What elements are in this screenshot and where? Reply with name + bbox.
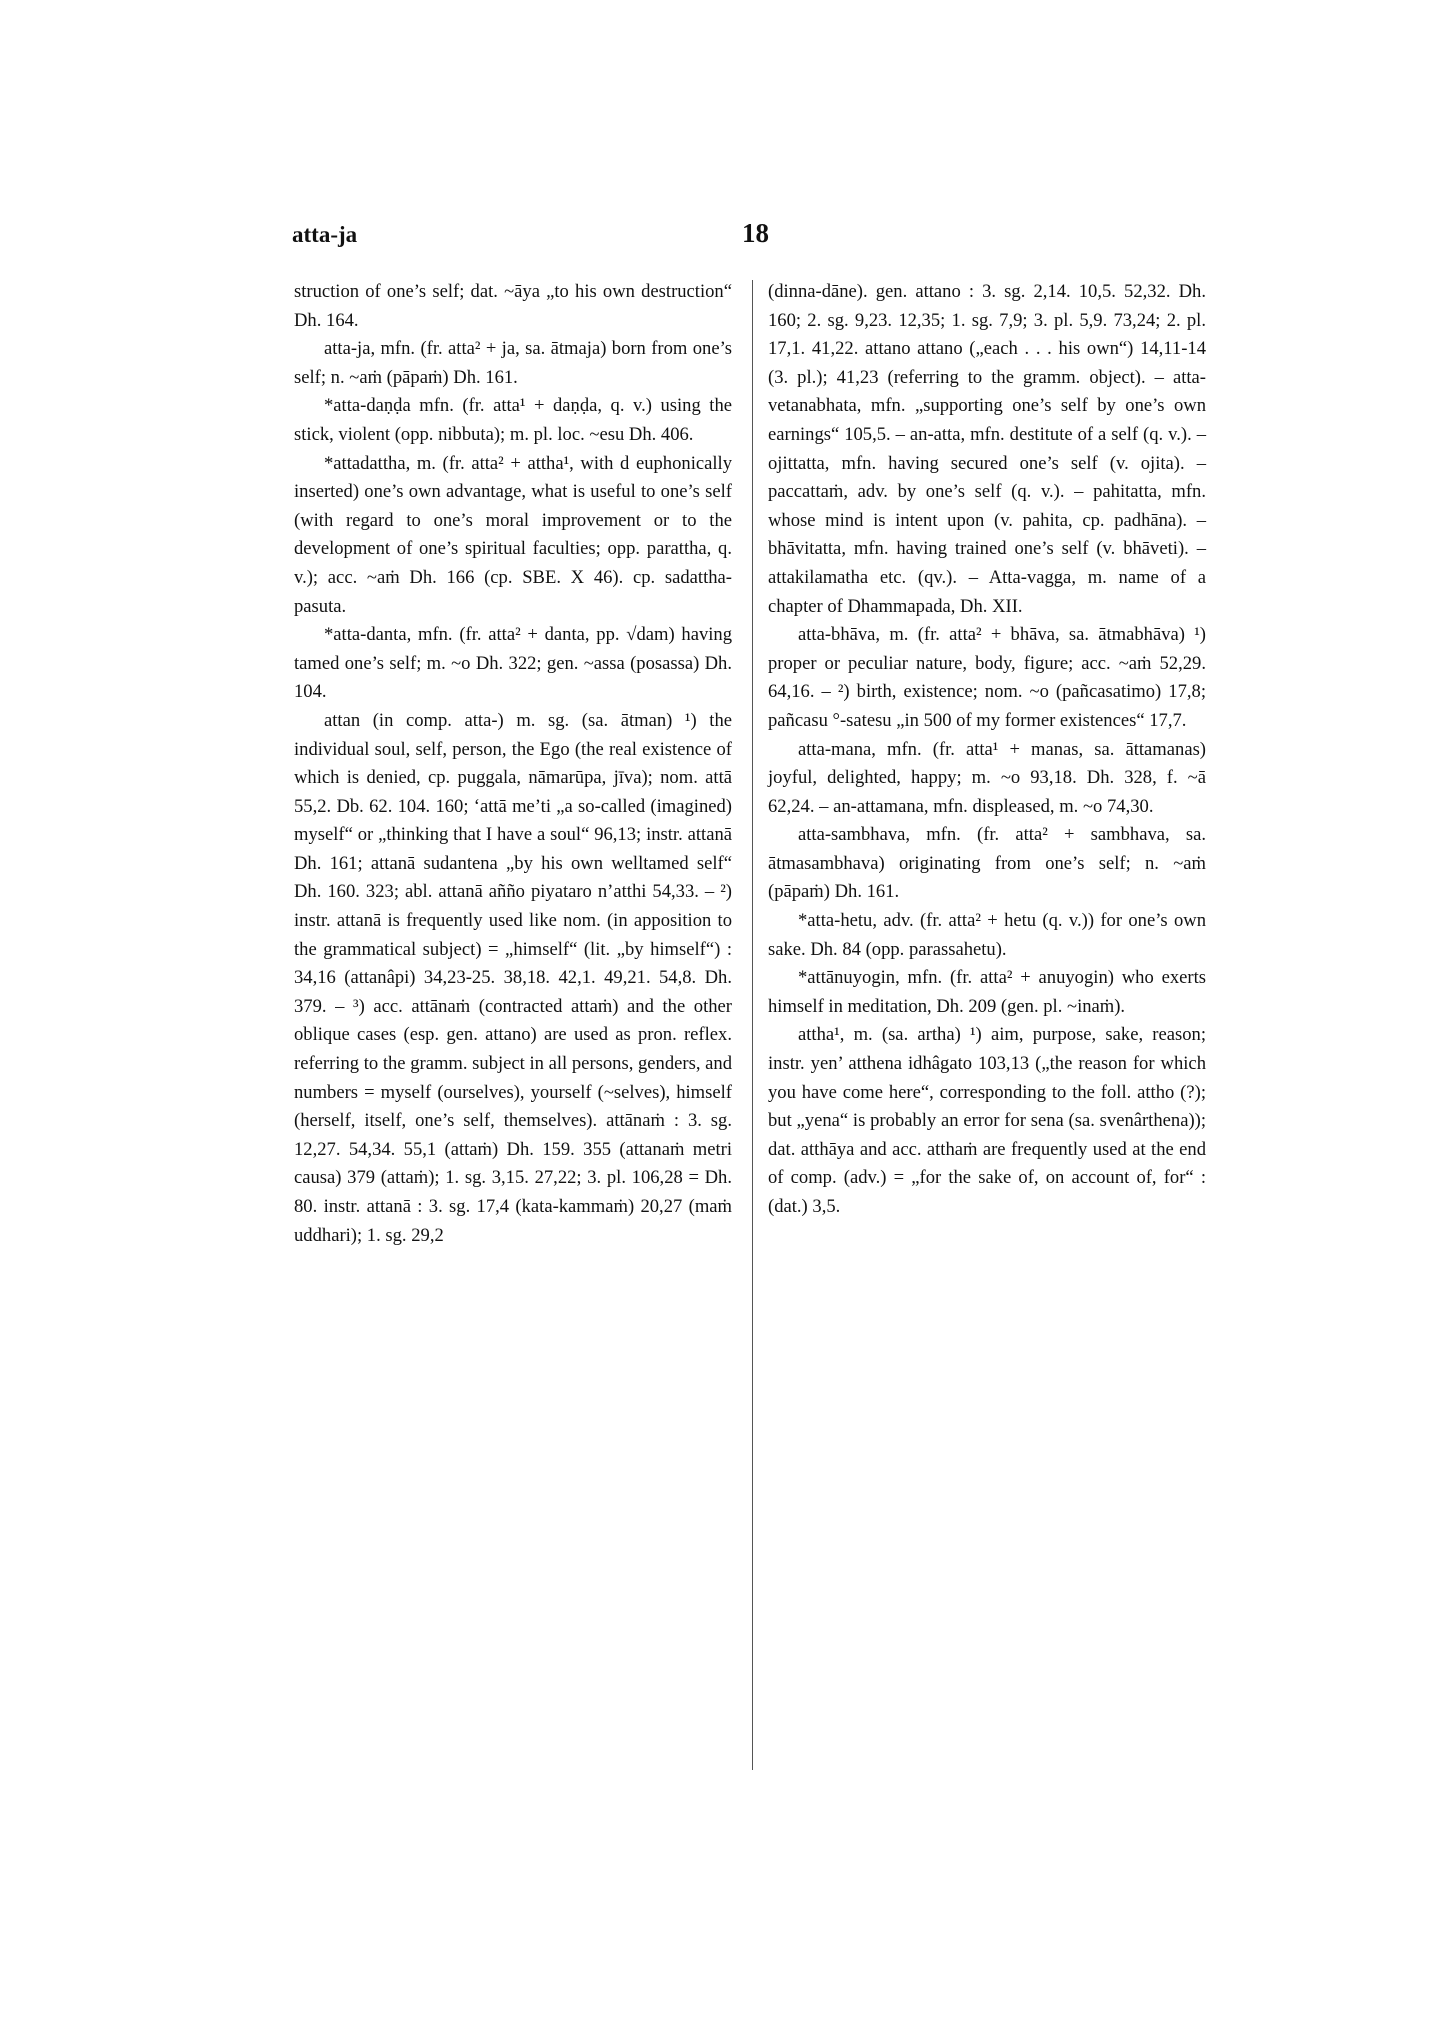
entry-attha: attha¹, m. (sa. artha) ¹) aim, purpose, sake, reason; instr. yen’ atthena idhâgato 103,13 („the reason for which you have come here“, corresponding to the foll. attho (?); but „yena“ is probably an error for sena (sa. svenârthena)); dat. atthāya and acc. atthaṁ are frequently used at the end of comp. (adv.) = „for the sake of, on account of, for“ : (dat.) 3,5.: [768, 1024, 1206, 1217]
column-divider: [752, 280, 753, 1770]
right-column: [768, 278, 1206, 1222]
entry-atta-danda: *atta-daṇḍa mfn. (fr. atta¹ + daṇḍa, q. v.) using the stick, violent (opp. nibbuta); m. pl. loc. ~esu Dh. 406.: [294, 395, 732, 445]
entry-attan: attan (in comp. atta-) m. sg. (sa. ātman) ¹) the individual soul, self, person, the Ego (the real existence of which is denied, cp. puggala, nāmarūpa, jīva); nom. attā 55,2. Db. 62. 104. 160; ‘attā me’ti „a so-called (imagined) myself“ or „thinking that I have a soul“ 96,13; instr. attanā Dh. 161; attanā sudantena „by his own welltamed self“ Dh. 160. 323; abl. attanā añño piyataro n’atthi 54,33. – ²) instr. attanā is frequently used like nom. (in apposition to the grammatical subject) = „himself“ (lit. „by himself“) : 34,16 (attanâpi) 34,23-25. 38,18. 42,1. 49,21. 54,8. Dh. 379. – ³) acc. attānaṁ (contracted attaṁ) and the other oblique cases (esp. gen. attano) are used as pron. reflex. referring to the gramm. subject in all persons, genders, and numbers = myself (ourselves), yourself (~selves), himself (herself, itself, one’s self, themselves). attānaṁ : 3. sg. 12,27. 54,34. 55,1 (attaṁ) Dh. 159. 355 (attanaṁ metri causa) 379 (attaṁ); 1. sg. 3,15. 27,22; 3. pl. 106,28 = Dh. 80. instr. attanā : 3. sg. 17,4 (kata-kammaṁ) 20,27 (maṁ uddhari); 1. sg. 29,2: [294, 709, 732, 1246]
entry-atta-ja: atta-ja, mfn. (fr. atta² + ja, sa. ātmaja) born from one’s self; n. ~aṁ (pāpaṁ) Dh. 161.: [294, 338, 732, 388]
left-column: [294, 278, 732, 1250]
entry-atta-mana: atta-mana, mfn. (fr. atta¹ + manas, sa. āttamanas) joyful, delighted, happy; m. ~o 93,18. Dh. 328, f. ~ā 62,24. – an-attamana, mfn. displeased, m. ~o 74,30.: [768, 738, 1206, 817]
entry-attadattha: *attadattha, m. (fr. atta² + attha¹, with d euphonically inserted) one’s own advantage, what is useful to one’s self (with regard to one’s moral improvement or to the development of one’s spiritual faculties; opp. parattha, q. v.); acc. ~aṁ Dh. 166 (cp. SBE. X 46). cp. sadattha-pasuta.: [294, 452, 732, 617]
running-header-word: atta-ja: [292, 222, 358, 247]
entry-atta-danta: *atta-danta, mfn. (fr. atta² + danta, pp. √dam) having tamed one’s self; m. ~o Dh. 322; gen. ~assa (posassa) Dh. 104.: [294, 624, 732, 703]
entry-atta-bhava: atta-bhāva, m. (fr. atta² + bhāva, sa. ātmabhāva) ¹) proper or peculiar nature, body, figure; acc. ~aṁ 52,29. 64,16. – ²) birth, existence; nom. ~o (pañcasatimo) 17,8; pañcasu °-satesu „in 500 of my former existences“ 17,7.: [768, 624, 1206, 731]
entry-attan-continued: (dinna-dāne). gen. attano : 3. sg. 2,14. 10,5. 52,32. Dh. 160; 2. sg. 9,23. 12,35; 1. sg. 7,9; 3. pl. 5,9. 73,24; 2. pl. 17,1. 41,22. attano attano („each . . . his own“) 14,11-14 (3. pl.); 41,23 (referring to the gramm. object). – atta-vetanabhata, mfn. „supporting one’s self by one’s own earnings“ 105,5. – an-atta, mfn. destitute of a self (q. v.). – ojittatta, mfn. having secured one’s self (v. ojita). – paccattaṁ, adv. by one’s self (q. v.). – pahitatta, mfn. whose mind is intent upon (v. pahita, cp. padhāna). – bhāvitatta, mfn. having trained one’s self (v. bhāveti). – attakilamatha etc. (qv.). – Atta-vagga, m. name of a chapter of Dhammapada, Dh. XII.: [768, 281, 1206, 617]
entry-attanuyogin: *attānuyogin, mfn. (fr. atta² + anuyogin) who exerts himself in meditation, Dh. 209 (gen. pl. ~inaṁ).: [768, 967, 1206, 1017]
entry-continuation: struction of one’s self; dat. ~āya „to his own destruction“ Dh. 164.: [294, 281, 732, 331]
entry-atta-hetu: *atta-hetu, adv. (fr. atta² + hetu (q. v.)) for one’s own sake. Dh. 84 (opp. parassahetu).: [768, 910, 1206, 960]
page-number: 18: [742, 218, 769, 248]
entry-atta-sambhava: atta-sambhava, mfn. (fr. atta² + sambhava, sa. ātmasambhava) originating from one’s self; n. ~aṁ (pāpaṁ) Dh. 161.: [768, 824, 1206, 903]
